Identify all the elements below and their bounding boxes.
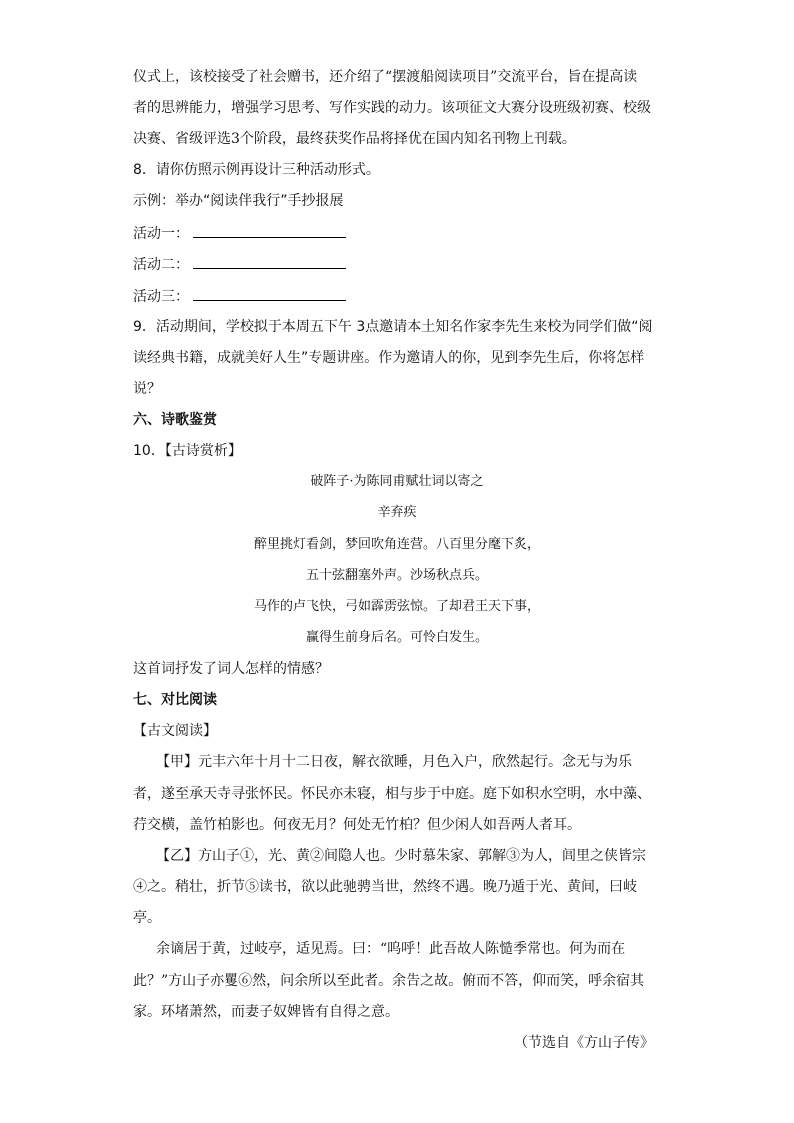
activity-1-row xyxy=(133,223,346,244)
passage-yi-line-4: 余谪居于黄，过岐亭，适见焉。曰：“呜呼！此吾故人陈慥季常也。何为而在 xyxy=(156,941,626,957)
passage-source: （节选自《方山子传》 xyxy=(514,1035,654,1051)
passage-jia-line-2: 者，遂至承天寺寻张怀民。怀民亦未寝，相与步于中庭。庭下如积水空明，水中藻、 xyxy=(133,786,651,802)
activity-3-label: 活动三： xyxy=(133,289,189,305)
section-7-heading: 七、对比阅读 xyxy=(133,692,217,708)
activity-2-label: 活动二： xyxy=(133,257,189,273)
activity-1-label: 活动一： xyxy=(133,226,189,242)
passage-jia-line-1: 【甲】元丰六年十月十二日夜，解衣欲睡，月色入户，欣然起行。念无与为乐 xyxy=(156,754,632,770)
activity-3-row xyxy=(133,286,346,307)
question-9-line-2: 读经典书籍，成就美好人生”专题讲座。作为邀请人的你，见到李先生后，你将怎样 xyxy=(133,350,645,366)
question-10-label: 10．【古诗赏析】 xyxy=(133,443,242,459)
activity-2-blank[interactable] xyxy=(193,254,346,269)
activity-2-row xyxy=(133,254,346,275)
question-9-line-3: 说？ xyxy=(133,381,161,397)
poem-line-1: 醉里挑灯看剑，梦回吹角连营。八百里分麾下炙， xyxy=(253,537,540,552)
passage-yi-line-1: 【乙】方山子①，光、黄②间隐人也。少时慕朱家、郭解③为人，闾里之侠皆宗 xyxy=(156,848,646,864)
activity-1-blank[interactable] xyxy=(193,223,346,238)
question-9-line-1: 9．活动期间，学校拟于本周五下午 3点邀请本土知名作家李先生来校为同学们做“阅 xyxy=(133,319,653,335)
classical-reading-label: 【古文阅读】 xyxy=(133,723,217,739)
passage-yi-line-3: 亭。 xyxy=(133,910,161,926)
question-10-prompt: 这首词抒发了词人怎样的情感？ xyxy=(133,661,329,677)
question-8-example: 示例：举办“阅读伴我行”手抄报展 xyxy=(133,193,344,209)
activity-3-blank[interactable] xyxy=(193,286,346,301)
intro-line-3: 决赛、省级评选3个阶段，最终获奖作品将择优在国内知名刊物上刊载。 xyxy=(133,131,576,147)
poem-line-4: 赢得生前身后名。可怜白发生。 xyxy=(305,630,488,645)
intro-line-1: 仪式上，该校接受了社会赠书，还介绍了“摆渡船阅读项目”交流平台，旨在提高读 xyxy=(133,69,638,85)
passage-jia-line-3: 荇交横，盖竹柏影也。何夜无月？何处无竹柏？但少闲人如吾两人者耳。 xyxy=(133,817,581,833)
section-6-heading: 六、诗歌鉴赏 xyxy=(133,412,217,428)
poem-author: 辛弃疾 xyxy=(377,505,417,520)
question-8-title: 8．请你仿照示例再设计三种活动形式。 xyxy=(133,162,380,178)
passage-yi-line-2: ④之。稍壮，折节⑤读书，欲以此驰骋当世，然终不遇。晚乃遁于光、黄间，曰岐 xyxy=(133,879,637,895)
passage-yi-line-5: 此？”方山子亦矍⑥然，问余所以至此者。余告之故。俯而不答，仰而笑，呼余宿其 xyxy=(133,973,645,989)
poem-title: 破阵子·为陈同甫赋壮词以寄之 xyxy=(310,474,484,489)
intro-line-2: 者的思辨能力，增强学习思考、写作实践的动力。该项征文大赛分设班级初赛、校级 xyxy=(133,100,651,116)
poem-line-3: 马作的卢飞快，弓如霹雳弦惊。了却君王天下事， xyxy=(253,599,540,614)
poem-line-2: 五十弦翻塞外声。沙场秋点兵。 xyxy=(305,568,488,583)
passage-yi-line-6: 家。环堵萧然，而妻子奴婢皆有自得之意。 xyxy=(133,1004,399,1020)
